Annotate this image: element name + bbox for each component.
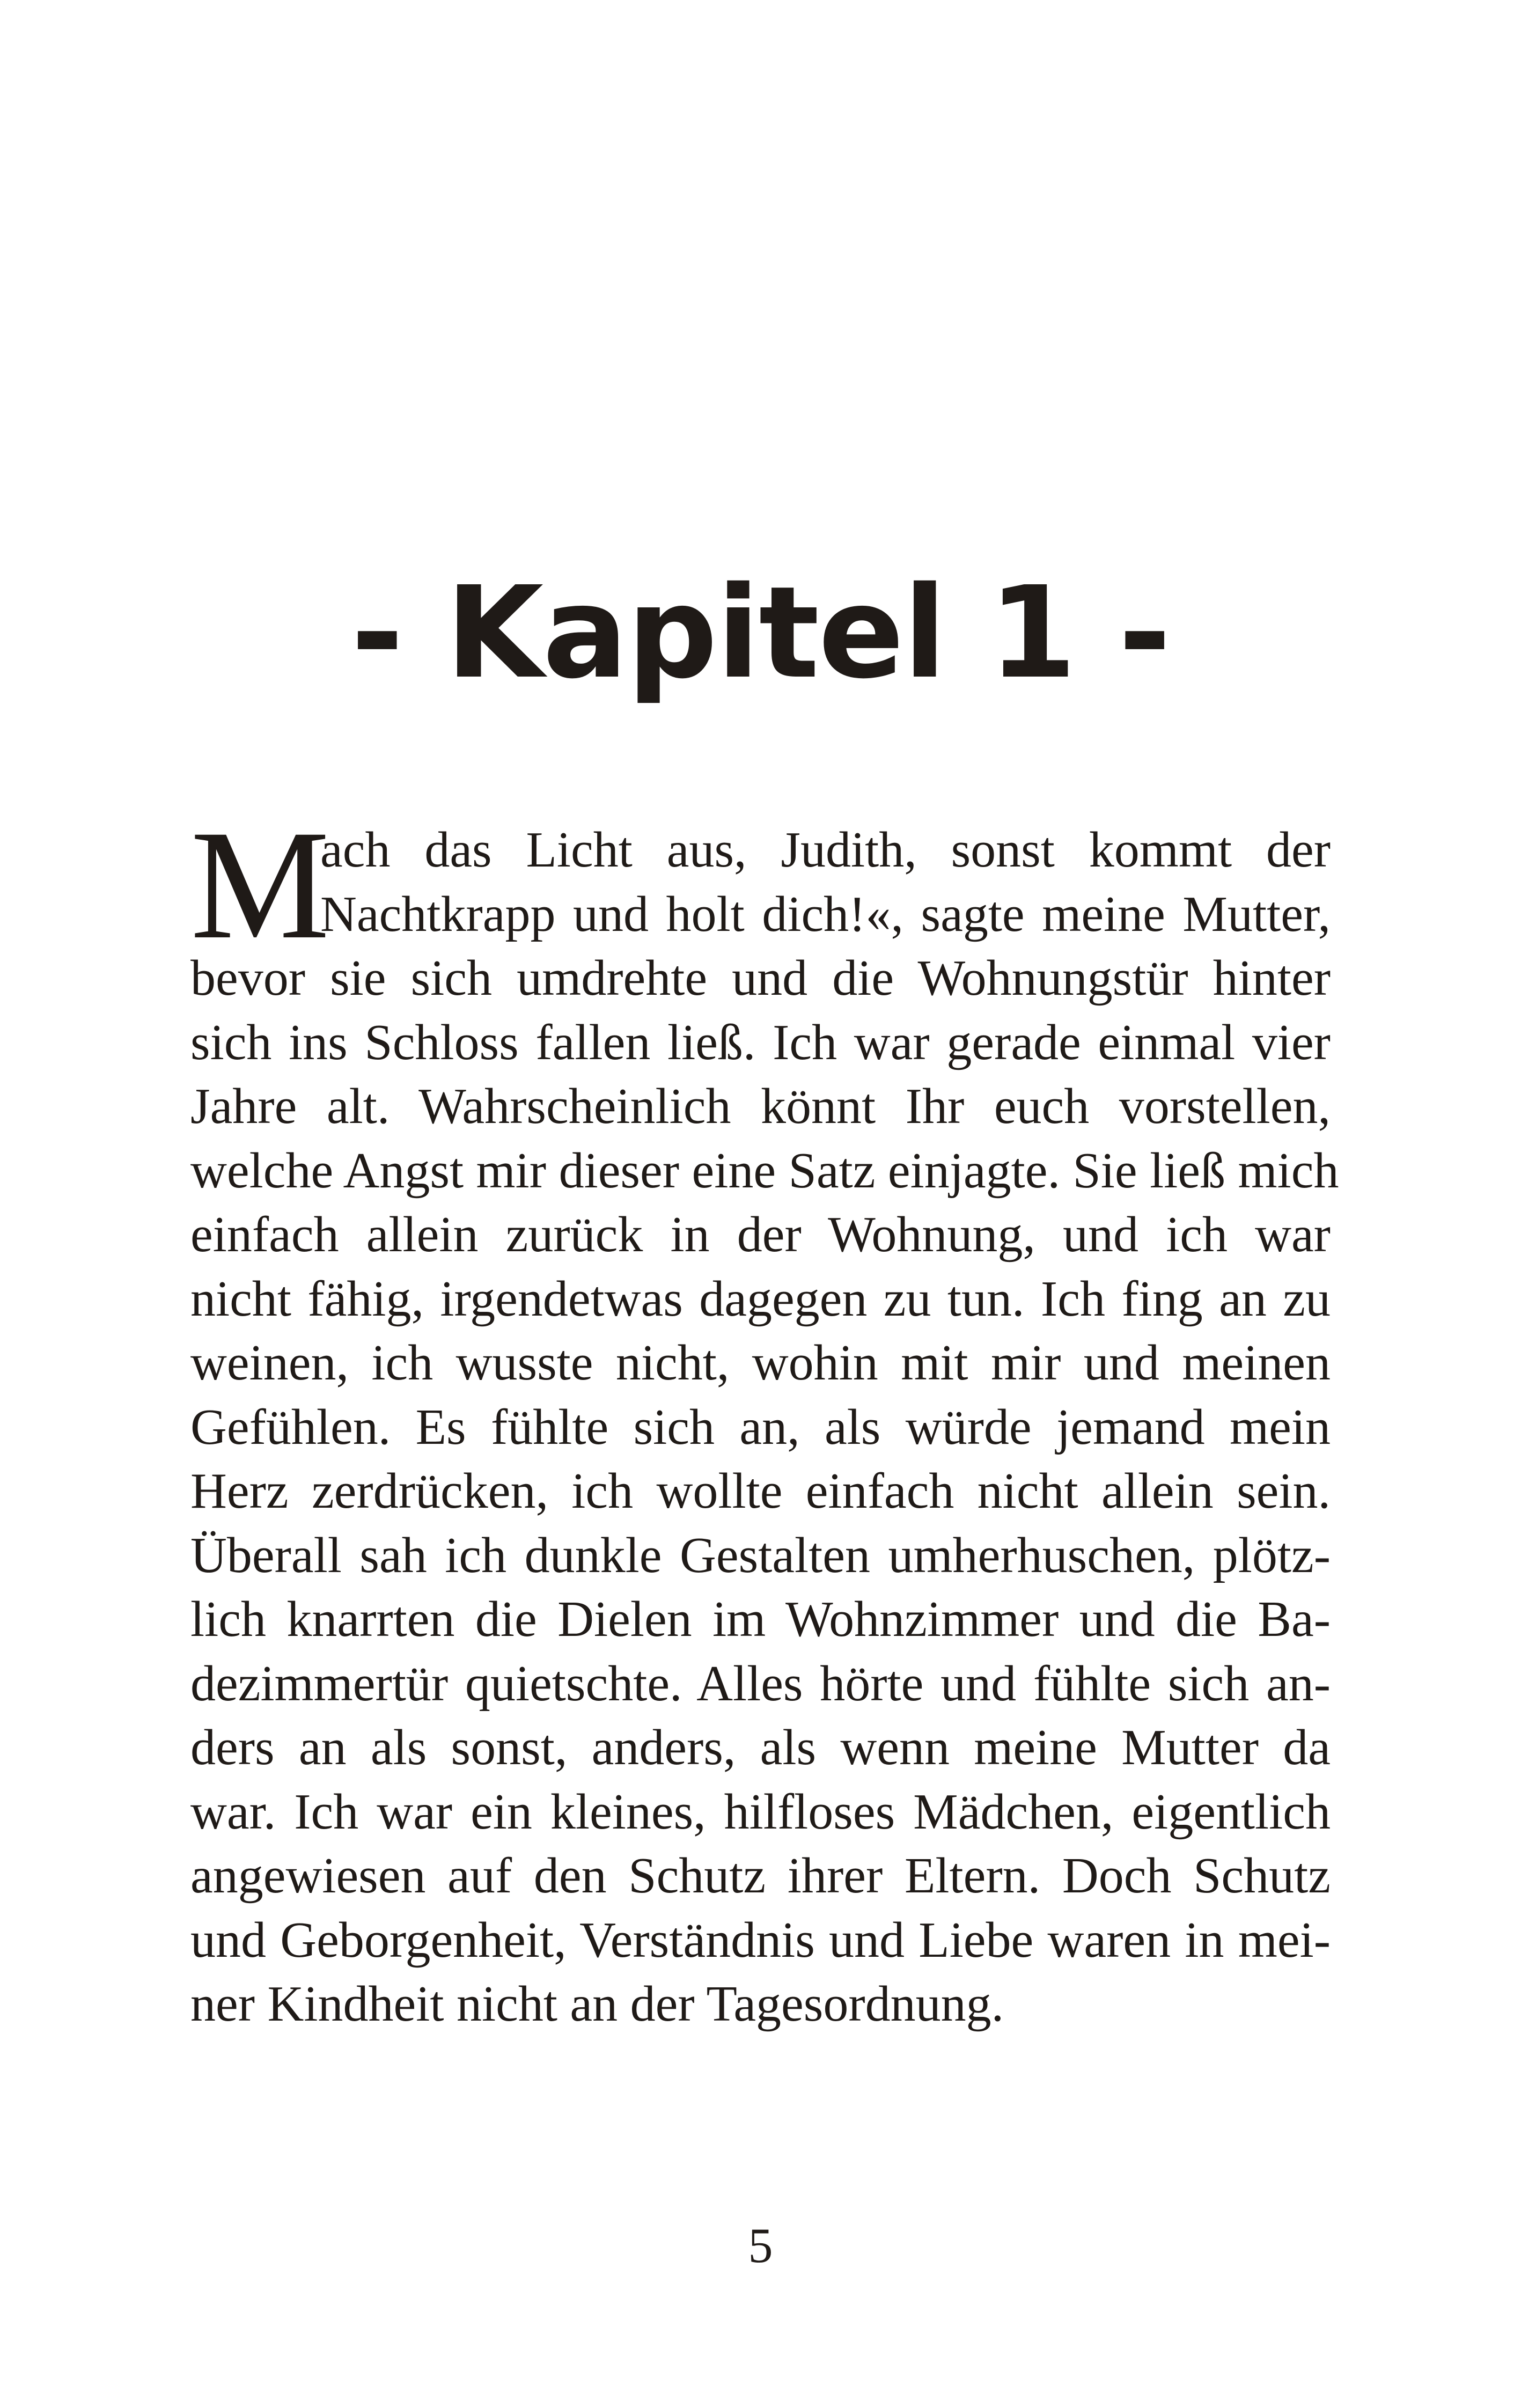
text-line: Jahre alt. Wahrscheinlich könnt Ihr euch vorstellen,: [190, 1078, 1331, 1134]
text-line: Gefühlen. Es fühlte sich an, als würde jemand mein: [190, 1399, 1331, 1455]
text-line: war. Ich war ein kleines, hilfloses Mädchen, eigentlich: [190, 1783, 1331, 1840]
chapter-title: - Kapitel 1 -: [351, 559, 1170, 707]
text-line: ach das Licht aus, Judith, sonst kommt der: [320, 822, 1331, 878]
text-line: und Geborgenheit, Verständnis und Liebe waren in mei-: [190, 1912, 1331, 1968]
text-line: sich ins Schloss fallen ließ. Ich war gerade einmal vier: [190, 1014, 1331, 1070]
text-line: bevor sie sich umdrehte und die Wohnungstür hinter: [190, 950, 1331, 1006]
text-line: ner Kindheit nicht an der Tagesordnung.: [190, 1976, 1004, 2032]
text-line: einfach allein zurück in der Wohnung, und ich war: [190, 1207, 1331, 1262]
text-line: Nachtkrapp und holt dich!«, sagte meine Mutter,: [320, 886, 1331, 942]
text-line: Überall sah ich dunkle Gestalten umherhuschen, plötz-: [190, 1527, 1331, 1583]
text-line: lich knarrten die Dielen im Wohnzimmer und die Ba-: [190, 1591, 1331, 1647]
text-line: nicht fähig, irgendetwas dagegen zu tun. Ich fing an zu: [190, 1271, 1331, 1327]
text-line: angewiesen auf den Schutz ihrer Eltern. Doch Schutz: [190, 1848, 1331, 1904]
drop-cap: M: [190, 798, 330, 972]
page-number: 5: [748, 2218, 773, 2273]
body-paragraph: [190, 798, 1339, 2037]
text-line: ders an als sonst, anders, als wenn meine Mutter da: [190, 1720, 1331, 1775]
text-line: Herz zerdrücken, ich wollte einfach nicht allein sein.: [190, 1463, 1331, 1519]
text-line: dezimmertür quietschte. Alles hörte und fühlte sich an-: [190, 1655, 1331, 1712]
text-line: weinen, ich wusste nicht, wohin mit mir und meinen: [190, 1335, 1331, 1391]
text-line: welche Angst mir dieser eine Satz einjagte. Sie ließ mich: [190, 1142, 1339, 1199]
